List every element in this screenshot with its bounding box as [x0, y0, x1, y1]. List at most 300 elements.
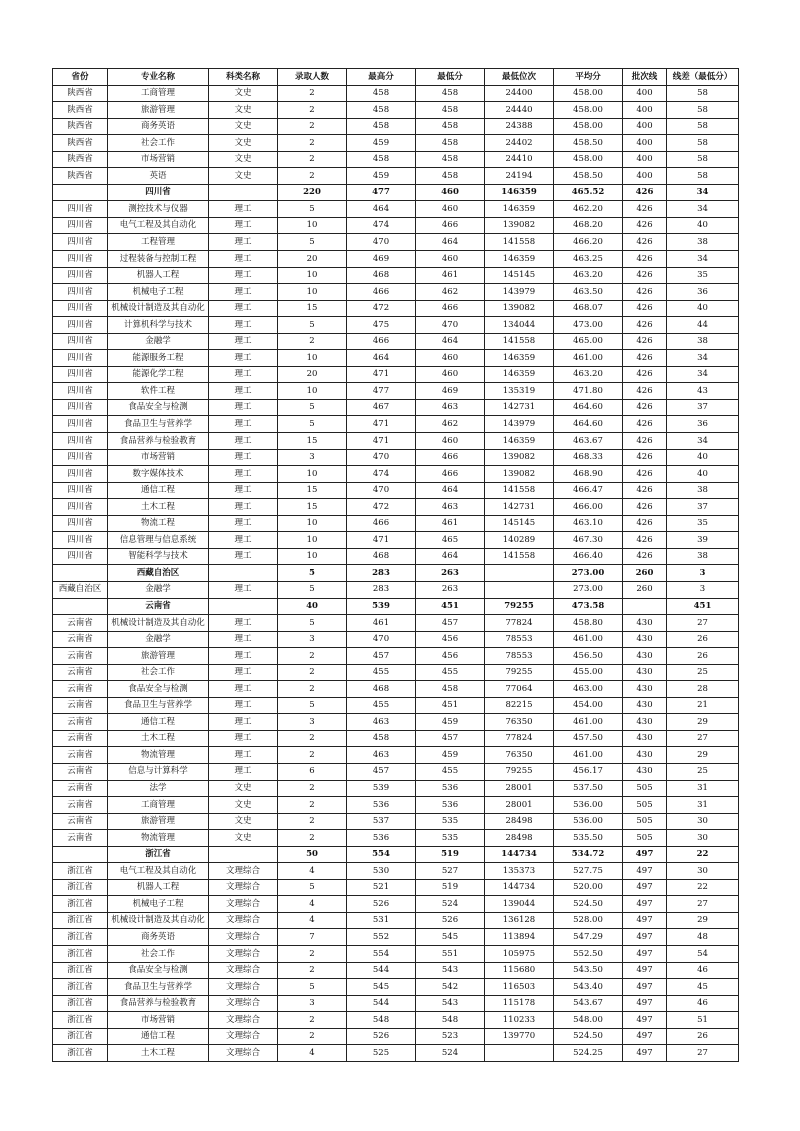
cell-category: 理工 — [209, 300, 278, 317]
cell-min-score: 458 — [416, 85, 485, 102]
cell-enrolled: 5 — [278, 697, 347, 714]
cell-min-rank: 139770 — [485, 1028, 554, 1045]
cell-batch-line: 426 — [623, 466, 667, 483]
cell-province: 四川省 — [53, 416, 108, 433]
cell-max-score: 468 — [347, 681, 416, 698]
table-row — [53, 284, 739, 301]
table-row — [53, 548, 739, 565]
cell-max-score: 463 — [347, 714, 416, 731]
cell-max-score: 457 — [347, 648, 416, 665]
cell-enrolled: 2 — [278, 681, 347, 698]
cell-max-score: 537 — [347, 813, 416, 830]
cell-category: 理工 — [209, 548, 278, 565]
cell-max-score: 526 — [347, 896, 416, 913]
cell-line-diff: 44 — [667, 317, 739, 334]
cell-min-rank: 105975 — [485, 945, 554, 962]
cell-min-rank: 24400 — [485, 85, 554, 102]
cell-province: 云南省 — [53, 681, 108, 698]
cell-enrolled: 15 — [278, 499, 347, 516]
cell-category: 理工 — [209, 499, 278, 516]
cell-major: 商务英语 — [108, 929, 209, 946]
cell-major: 食品卫生与营养学 — [108, 416, 209, 433]
cell-min-score: 524 — [416, 1045, 485, 1062]
cell-enrolled: 5 — [278, 234, 347, 251]
cell-category: 理工 — [209, 730, 278, 747]
cell-category: 文史 — [209, 813, 278, 830]
cell-major: 计算机科学与技术 — [108, 317, 209, 334]
cell-line-diff: 54 — [667, 945, 739, 962]
cell-line-diff: 58 — [667, 85, 739, 102]
table-row — [53, 581, 739, 598]
cell-enrolled: 10 — [278, 383, 347, 400]
cell-enrolled: 10 — [278, 466, 347, 483]
cell-avg-score: 468.20 — [554, 217, 623, 234]
cell-province: 浙江省 — [53, 1012, 108, 1029]
cell-enrolled: 5 — [278, 979, 347, 996]
cell-category: 理工 — [209, 697, 278, 714]
cell-max-score: 474 — [347, 466, 416, 483]
cell-enrolled: 20 — [278, 251, 347, 268]
table-row — [53, 499, 739, 516]
cell-major: 食品卫生与营养学 — [108, 979, 209, 996]
cell-max-score: 554 — [347, 846, 416, 863]
cell-min-rank: 28498 — [485, 830, 554, 847]
cell-max-score: 458 — [347, 151, 416, 168]
cell-category: 文理综合 — [209, 1045, 278, 1062]
cell-major: 浙江省 — [108, 846, 209, 863]
cell-category: 文史 — [209, 118, 278, 135]
cell-min-score: 519 — [416, 879, 485, 896]
cell-min-score: 460 — [416, 350, 485, 367]
cell-batch-line: 426 — [623, 548, 667, 565]
cell-province: 浙江省 — [53, 962, 108, 979]
cell-batch-line: 430 — [623, 697, 667, 714]
cell-major: 土木工程 — [108, 499, 209, 516]
cell-major: 数字媒体技术 — [108, 466, 209, 483]
cell-batch-line: 426 — [623, 350, 667, 367]
cell-min-rank: 142731 — [485, 499, 554, 516]
cell-min-rank: 139082 — [485, 217, 554, 234]
cell-batch-line: 430 — [623, 681, 667, 698]
cell-batch-line: 430 — [623, 763, 667, 780]
cell-max-score: 457 — [347, 763, 416, 780]
cell-enrolled: 3 — [278, 995, 347, 1012]
cell-province: 浙江省 — [53, 863, 108, 880]
cell-avg-score: 458.00 — [554, 102, 623, 119]
cell-batch-line: 505 — [623, 830, 667, 847]
cell-avg-score: 527.75 — [554, 863, 623, 880]
cell-category: 理工 — [209, 333, 278, 350]
cell-category: 文理综合 — [209, 896, 278, 913]
cell-enrolled: 2 — [278, 85, 347, 102]
cell-province: 四川省 — [53, 300, 108, 317]
cell-batch-line: 426 — [623, 251, 667, 268]
cell-min-rank: 78553 — [485, 631, 554, 648]
cell-min-rank: 141558 — [485, 482, 554, 499]
cell-min-rank: 134044 — [485, 317, 554, 334]
cell-major: 智能科学与技术 — [108, 548, 209, 565]
cell-line-diff: 48 — [667, 929, 739, 946]
cell-major: 金融学 — [108, 581, 209, 598]
cell-min-rank: 79255 — [485, 598, 554, 615]
cell-major: 土木工程 — [108, 730, 209, 747]
cell-max-score: 471 — [347, 416, 416, 433]
cell-province: 浙江省 — [53, 979, 108, 996]
cell-enrolled: 15 — [278, 300, 347, 317]
cell-major: 能源服务工程 — [108, 350, 209, 367]
cell-max-score: 554 — [347, 945, 416, 962]
cell-avg-score: 537.50 — [554, 780, 623, 797]
cell-province: 陕西省 — [53, 168, 108, 185]
cell-min-score: 466 — [416, 300, 485, 317]
cell-enrolled: 2 — [278, 945, 347, 962]
cell-enrolled: 3 — [278, 449, 347, 466]
cell-batch-line: 426 — [623, 433, 667, 450]
cell-avg-score: 547.29 — [554, 929, 623, 946]
cell-avg-score: 536.00 — [554, 813, 623, 830]
cell-line-diff: 29 — [667, 912, 739, 929]
cell-province: 浙江省 — [53, 896, 108, 913]
cell-min-score: 458 — [416, 135, 485, 152]
cell-major: 商务英语 — [108, 118, 209, 135]
table-row — [53, 830, 739, 847]
cell-category: 文史 — [209, 102, 278, 119]
cell-major: 工商管理 — [108, 85, 209, 102]
cell-max-score: 458 — [347, 118, 416, 135]
cell-enrolled: 2 — [278, 151, 347, 168]
cell-province: 四川省 — [53, 234, 108, 251]
cell-min-rank: 146359 — [485, 184, 554, 201]
cell-major: 食品安全与检测 — [108, 681, 209, 698]
cell-batch-line: 505 — [623, 813, 667, 830]
cell-batch-line: 497 — [623, 846, 667, 863]
cell-min-rank: 24194 — [485, 168, 554, 185]
table-row — [53, 780, 739, 797]
cell-line-diff: 31 — [667, 780, 739, 797]
cell-max-score: 458 — [347, 730, 416, 747]
cell-avg-score: 458.00 — [554, 118, 623, 135]
cell-category: 文理综合 — [209, 863, 278, 880]
cell-line-diff: 37 — [667, 499, 739, 516]
cell-min-score: 458 — [416, 168, 485, 185]
cell-province: 云南省 — [53, 631, 108, 648]
cell-batch-line: 426 — [623, 217, 667, 234]
cell-avg-score: 463.67 — [554, 433, 623, 450]
cell-avg-score: 464.60 — [554, 399, 623, 416]
cell-min-score: 551 — [416, 945, 485, 962]
cell-line-diff: 58 — [667, 151, 739, 168]
cell-min-rank: 28001 — [485, 780, 554, 797]
cell-min-score: 456 — [416, 631, 485, 648]
cell-avg-score: 467.30 — [554, 532, 623, 549]
cell-min-score: 519 — [416, 846, 485, 863]
cell-min-score: 458 — [416, 681, 485, 698]
cell-category: 文理综合 — [209, 945, 278, 962]
cell-batch-line: 505 — [623, 780, 667, 797]
cell-batch-line: 426 — [623, 449, 667, 466]
table-row — [53, 466, 739, 483]
cell-min-score: 463 — [416, 399, 485, 416]
cell-min-rank: 76350 — [485, 747, 554, 764]
cell-province: 云南省 — [53, 714, 108, 731]
cell-max-score: 545 — [347, 979, 416, 996]
table-row — [53, 1045, 739, 1062]
cell-enrolled: 10 — [278, 217, 347, 234]
cell-min-score: 464 — [416, 482, 485, 499]
cell-province: 西藏自治区 — [53, 581, 108, 598]
cell-avg-score: 456.50 — [554, 648, 623, 665]
cell-batch-line: 497 — [623, 995, 667, 1012]
cell-enrolled: 5 — [278, 201, 347, 218]
cell-line-diff: 36 — [667, 416, 739, 433]
cell-avg-score: 543.50 — [554, 962, 623, 979]
table-row — [53, 929, 739, 946]
cell-batch-line: 430 — [623, 615, 667, 632]
cell-line-diff: 38 — [667, 234, 739, 251]
cell-major: 市场营销 — [108, 449, 209, 466]
cell-category: 理工 — [209, 317, 278, 334]
cell-enrolled: 2 — [278, 830, 347, 847]
cell-enrolled: 40 — [278, 598, 347, 615]
cell-batch-line: 400 — [623, 102, 667, 119]
cell-category: 理工 — [209, 631, 278, 648]
cell-avg-score: 458.50 — [554, 135, 623, 152]
cell-major: 食品营养与检验教育 — [108, 995, 209, 1012]
cell-max-score: 552 — [347, 929, 416, 946]
cell-min-score: 526 — [416, 912, 485, 929]
cell-category: 理工 — [209, 581, 278, 598]
cell-province: 云南省 — [53, 797, 108, 814]
cell-category: 理工 — [209, 433, 278, 450]
cell-province: 四川省 — [53, 482, 108, 499]
cell-major: 金融学 — [108, 333, 209, 350]
cell-category: 理工 — [209, 449, 278, 466]
cell-province: 四川省 — [53, 548, 108, 565]
cell-line-diff: 40 — [667, 466, 739, 483]
cell-batch-line: 497 — [623, 912, 667, 929]
cell-category: 文理综合 — [209, 1028, 278, 1045]
cell-max-score: 455 — [347, 664, 416, 681]
table-row — [53, 962, 739, 979]
cell-max-score: 536 — [347, 830, 416, 847]
cell-min-score: 458 — [416, 118, 485, 135]
cell-enrolled: 50 — [278, 846, 347, 863]
cell-batch-line: 497 — [623, 962, 667, 979]
cell-line-diff: 37 — [667, 399, 739, 416]
col-header-category: 科类名称 — [209, 69, 278, 86]
cell-min-score: 460 — [416, 184, 485, 201]
cell-batch-line: 426 — [623, 300, 667, 317]
cell-province: 四川省 — [53, 449, 108, 466]
cell-category: 文史 — [209, 85, 278, 102]
cell-batch-line: 497 — [623, 1028, 667, 1045]
cell-min-rank: 28498 — [485, 813, 554, 830]
cell-avg-score: 552.50 — [554, 945, 623, 962]
col-header-province: 省份 — [53, 69, 108, 86]
table-row — [53, 664, 739, 681]
cell-enrolled: 5 — [278, 317, 347, 334]
table-row — [53, 267, 739, 284]
cell-batch-line: 497 — [623, 863, 667, 880]
cell-max-score: 455 — [347, 697, 416, 714]
cell-province: 浙江省 — [53, 1045, 108, 1062]
cell-province: 云南省 — [53, 747, 108, 764]
cell-min-score: 451 — [416, 598, 485, 615]
cell-min-rank: 141558 — [485, 548, 554, 565]
cell-province: 四川省 — [53, 399, 108, 416]
table-row — [53, 979, 739, 996]
cell-enrolled: 20 — [278, 366, 347, 383]
cell-line-diff: 46 — [667, 962, 739, 979]
cell-batch-line: 426 — [623, 366, 667, 383]
cell-major: 英语 — [108, 168, 209, 185]
cell-max-score: 477 — [347, 184, 416, 201]
cell-batch-line: 426 — [623, 515, 667, 532]
cell-avg-score: 463.00 — [554, 681, 623, 698]
cell-line-diff: 34 — [667, 184, 739, 201]
cell-enrolled: 2 — [278, 135, 347, 152]
cell-max-score: 548 — [347, 1012, 416, 1029]
cell-max-score: 539 — [347, 598, 416, 615]
cell-line-diff: 3 — [667, 581, 739, 598]
cell-batch-line: 430 — [623, 714, 667, 731]
cell-province: 云南省 — [53, 763, 108, 780]
cell-min-score: 457 — [416, 615, 485, 632]
col-header-avg-score: 平均分 — [554, 69, 623, 86]
table-row — [53, 350, 739, 367]
cell-province: 浙江省 — [53, 929, 108, 946]
cell-avg-score: 534.72 — [554, 846, 623, 863]
cell-enrolled: 10 — [278, 515, 347, 532]
table-row — [53, 482, 739, 499]
header-row — [53, 69, 739, 86]
cell-batch-line: 426 — [623, 317, 667, 334]
cell-enrolled: 5 — [278, 399, 347, 416]
cell-avg-score: 524.25 — [554, 1045, 623, 1062]
cell-min-score: 459 — [416, 714, 485, 731]
cell-category: 理工 — [209, 615, 278, 632]
cell-province: 四川省 — [53, 515, 108, 532]
cell-enrolled: 2 — [278, 664, 347, 681]
cell-line-diff: 34 — [667, 366, 739, 383]
cell-avg-score: 466.20 — [554, 234, 623, 251]
cell-min-rank: 82215 — [485, 697, 554, 714]
cell-max-score: 466 — [347, 333, 416, 350]
cell-province: 云南省 — [53, 697, 108, 714]
cell-major: 食品安全与检测 — [108, 962, 209, 979]
table-row — [53, 730, 739, 747]
cell-max-score: 467 — [347, 399, 416, 416]
cell-min-score: 466 — [416, 217, 485, 234]
cell-line-diff: 58 — [667, 118, 739, 135]
cell-province: 四川省 — [53, 350, 108, 367]
cell-min-score: 455 — [416, 763, 485, 780]
cell-max-score: 544 — [347, 962, 416, 979]
cell-line-diff: 35 — [667, 267, 739, 284]
cell-major: 食品卫生与营养学 — [108, 697, 209, 714]
cell-category: 文理综合 — [209, 912, 278, 929]
cell-max-score: 470 — [347, 631, 416, 648]
cell-max-score: 466 — [347, 284, 416, 301]
cell-batch-line: 400 — [623, 135, 667, 152]
table-row — [53, 995, 739, 1012]
cell-min-rank: 77064 — [485, 681, 554, 698]
cell-min-rank: 140289 — [485, 532, 554, 549]
cell-major: 物流工程 — [108, 515, 209, 532]
cell-category: 理工 — [209, 714, 278, 731]
cell-batch-line: 497 — [623, 879, 667, 896]
cell-major: 机械设计制造及其自动化 — [108, 615, 209, 632]
table-row — [53, 217, 739, 234]
cell-max-score: 477 — [347, 383, 416, 400]
cell-min-score: 469 — [416, 383, 485, 400]
table-row — [53, 697, 739, 714]
cell-batch-line: 426 — [623, 284, 667, 301]
cell-line-diff: 27 — [667, 730, 739, 747]
cell-min-score: 455 — [416, 664, 485, 681]
cell-min-score: 461 — [416, 267, 485, 284]
cell-min-rank: 145145 — [485, 515, 554, 532]
table-body — [53, 85, 739, 1061]
cell-min-rank: 115680 — [485, 962, 554, 979]
cell-province: 云南省 — [53, 648, 108, 665]
cell-min-score: 462 — [416, 284, 485, 301]
cell-min-rank: 77824 — [485, 615, 554, 632]
cell-category: 理工 — [209, 399, 278, 416]
cell-province: 四川省 — [53, 333, 108, 350]
cell-province: 云南省 — [53, 830, 108, 847]
cell-avg-score: 528.00 — [554, 912, 623, 929]
cell-line-diff: 28 — [667, 681, 739, 698]
cell-min-rank: 139082 — [485, 466, 554, 483]
cell-line-diff: 21 — [667, 697, 739, 714]
cell-major: 社会工作 — [108, 945, 209, 962]
cell-major: 旅游管理 — [108, 648, 209, 665]
cell-category: 理工 — [209, 383, 278, 400]
cell-max-score: 463 — [347, 747, 416, 764]
cell-batch-line: 426 — [623, 532, 667, 549]
cell-min-rank: 144734 — [485, 846, 554, 863]
cell-max-score: 470 — [347, 234, 416, 251]
cell-max-score: 471 — [347, 532, 416, 549]
table-row — [53, 251, 739, 268]
cell-min-score: 458 — [416, 102, 485, 119]
cell-avg-score: 465.52 — [554, 184, 623, 201]
cell-category: 理工 — [209, 664, 278, 681]
cell-category: 理工 — [209, 681, 278, 698]
table-row — [53, 383, 739, 400]
cell-max-score: 468 — [347, 267, 416, 284]
cell-min-score: 542 — [416, 979, 485, 996]
cell-avg-score: 463.20 — [554, 267, 623, 284]
cell-province: 陕西省 — [53, 85, 108, 102]
cell-province: 浙江省 — [53, 995, 108, 1012]
cell-enrolled: 4 — [278, 896, 347, 913]
table-row — [53, 797, 739, 814]
cell-max-score: 471 — [347, 433, 416, 450]
cell-avg-score: 463.20 — [554, 366, 623, 383]
cell-line-diff: 26 — [667, 648, 739, 665]
cell-category: 理工 — [209, 515, 278, 532]
cell-line-diff: 31 — [667, 797, 739, 814]
cell-category — [209, 565, 278, 582]
cell-max-score: 474 — [347, 217, 416, 234]
table-row — [53, 300, 739, 317]
cell-major: 电气工程及其自动化 — [108, 217, 209, 234]
cell-enrolled: 220 — [278, 184, 347, 201]
cell-avg-score: 457.50 — [554, 730, 623, 747]
cell-major: 测控技术与仪器 — [108, 201, 209, 218]
